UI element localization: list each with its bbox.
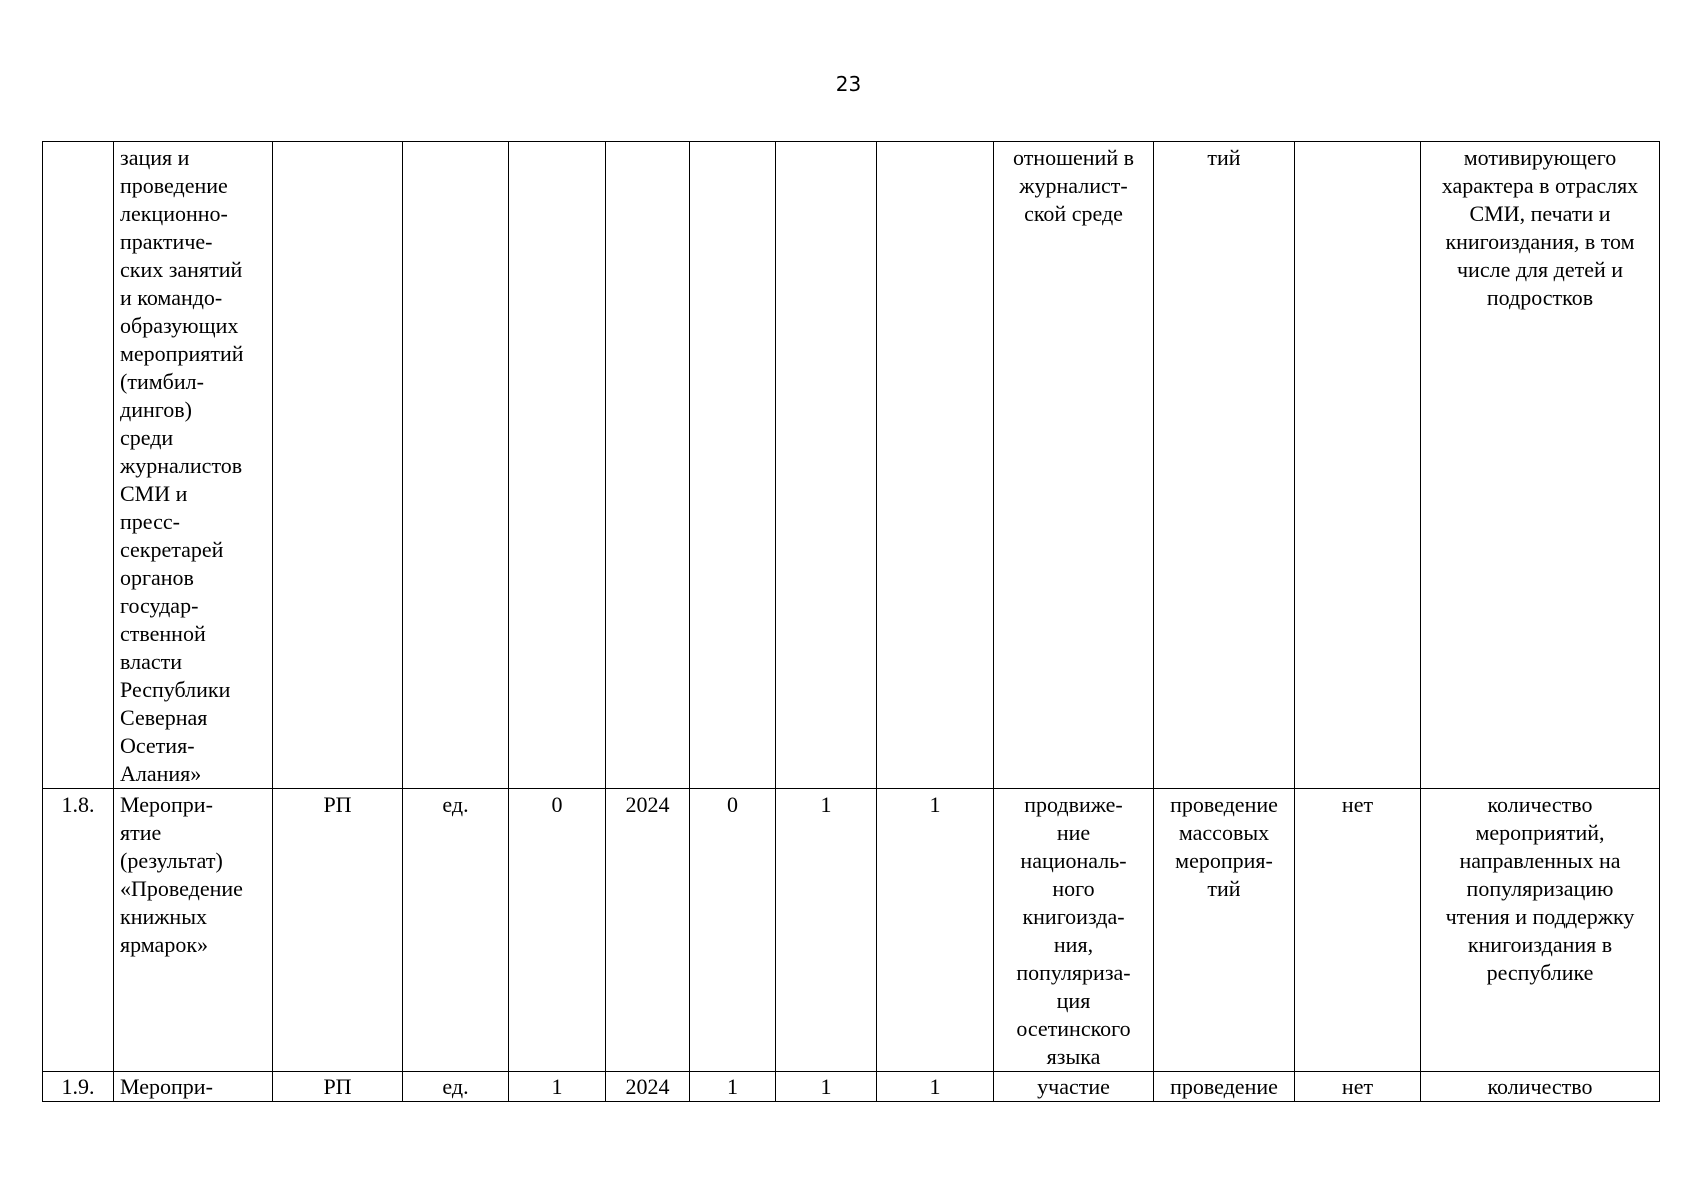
cell-unit: ед. bbox=[403, 1072, 509, 1102]
table-row bbox=[43, 1072, 1660, 1102]
cell-indicator: мотивирующего характера в отраслях СМИ, печати и книгоиздания, в том числе для детей и подростков bbox=[1421, 142, 1660, 789]
cell-indicator: количество мероприятий, направленных на популяризацию чтения и поддержку книгоиздания в республике bbox=[1421, 789, 1660, 1072]
cell-value-3 bbox=[877, 142, 994, 789]
cell-effect: продвиже- ние националь- ного книгоизда- ния, популяриза- ция осетинского языка bbox=[994, 789, 1154, 1072]
cell-unit bbox=[403, 142, 509, 789]
cell-value-2: 1 bbox=[776, 789, 877, 1072]
cell-base-value: 0 bbox=[509, 789, 606, 1072]
cell-level bbox=[273, 142, 403, 789]
cell-type: проведение массовых мероприя- тий bbox=[1154, 789, 1295, 1072]
cell-value-3: 1 bbox=[877, 1072, 994, 1102]
cell-unit: ед. bbox=[403, 789, 509, 1072]
cell-value-2: 1 bbox=[776, 1072, 877, 1102]
measures-table bbox=[42, 141, 1660, 1102]
cell-type: проведение bbox=[1154, 1072, 1295, 1102]
cell-note: нет bbox=[1295, 789, 1421, 1072]
cell-level: РП bbox=[273, 789, 403, 1072]
cell-number bbox=[43, 142, 114, 789]
cell-number: 1.8. bbox=[43, 789, 114, 1072]
cell-base-year: 2024 bbox=[606, 789, 690, 1072]
page-number: 23 bbox=[835, 72, 862, 96]
cell-type: тий bbox=[1154, 142, 1295, 789]
cell-base-year bbox=[606, 142, 690, 789]
cell-value-1: 1 bbox=[690, 1072, 776, 1102]
cell-value-3: 1 bbox=[877, 789, 994, 1072]
cell-base-value: 1 bbox=[509, 1072, 606, 1102]
cell-indicator: количество bbox=[1421, 1072, 1660, 1102]
table-row bbox=[43, 789, 1660, 1072]
cell-effect: участие bbox=[994, 1072, 1154, 1102]
table-row bbox=[43, 142, 1660, 789]
cell-note bbox=[1295, 142, 1421, 789]
cell-base-year: 2024 bbox=[606, 1072, 690, 1102]
cell-measure-name: Меропри- ятие (результат) «Проведение книжных ярмарок» bbox=[114, 789, 273, 1072]
cell-measure-name: зация и проведение лекционно- практиче- ских занятий и командо- образующих мероприятий (тимбил- дингов) среди журналистов СМИ и пресс- секретарей органов государ- ственной власти Республики Северная Осетия- Алания» bbox=[114, 142, 273, 789]
cell-measure-name: Меропри- bbox=[114, 1072, 273, 1102]
cell-value-1: 0 bbox=[690, 789, 776, 1072]
cell-value-1 bbox=[690, 142, 776, 789]
cell-number: 1.9. bbox=[43, 1072, 114, 1102]
cell-base-value bbox=[509, 142, 606, 789]
cell-level: РП bbox=[273, 1072, 403, 1102]
cell-note: нет bbox=[1295, 1072, 1421, 1102]
cell-effect: отношений в журналист- ской среде bbox=[994, 142, 1154, 789]
cell-value-2 bbox=[776, 142, 877, 789]
